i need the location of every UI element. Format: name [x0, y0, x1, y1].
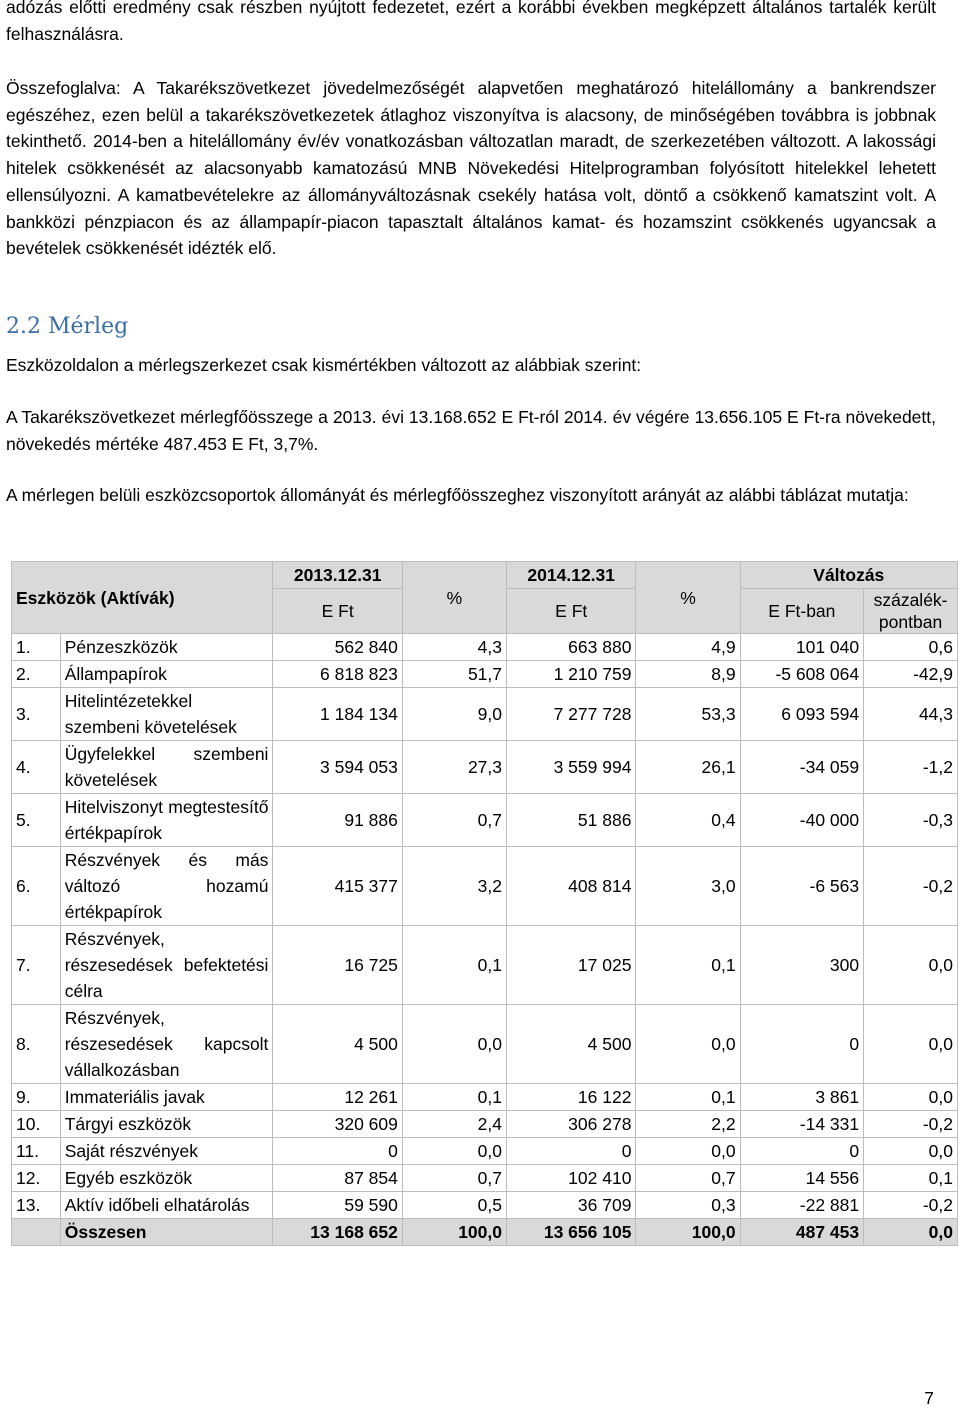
pct-2013: 4,3: [402, 634, 506, 661]
change-pp: -0,2: [864, 1111, 958, 1138]
total-change-pp: 0,0: [864, 1219, 958, 1246]
header-date-2013: 2013.12.31: [273, 562, 402, 589]
row-name: Egyéb eszközök: [60, 1165, 273, 1192]
value-2014: 4 500: [507, 1005, 636, 1084]
table-header-row: [12, 562, 958, 589]
pct-2013: 0,7: [402, 794, 506, 847]
row-name: Hitelintézetekkel szembeni követelések: [60, 688, 273, 741]
table-row: [12, 847, 958, 926]
row-index: 6.: [12, 847, 61, 926]
row-name: Részvények, részesedések befektetési célra: [60, 926, 273, 1005]
total-2013: 13 168 652: [273, 1219, 402, 1246]
value-2014: 663 880: [507, 634, 636, 661]
change-eft: -5 608 064: [740, 661, 864, 688]
pct-2014: 0,1: [636, 1084, 740, 1111]
header-eft-2014: E Ft: [507, 589, 636, 634]
change-eft: 0: [740, 1138, 864, 1165]
change-pp: -0,2: [864, 847, 958, 926]
row-name: Pénzeszközök: [60, 634, 273, 661]
value-2013: 16 725: [273, 926, 402, 1005]
row-index: 11.: [12, 1138, 61, 1165]
row-index: 12.: [12, 1165, 61, 1192]
table-row: [12, 794, 958, 847]
pct-2014: 0,4: [636, 794, 740, 847]
pct-2013: 0,5: [402, 1192, 506, 1219]
row-name: Állampapírok: [60, 661, 273, 688]
value-2014: 36 709: [507, 1192, 636, 1219]
pct-2014: 0,1: [636, 926, 740, 1005]
change-eft: 300: [740, 926, 864, 1005]
paragraph-table-intro: A mérlegen belüli eszközcsoportok állományát és mérlegfőösszeghez viszonyított arányát az alábbi táblázat mutatja:: [6, 485, 909, 505]
row-index: 9.: [12, 1084, 61, 1111]
total-row: [12, 1219, 958, 1246]
row-index: 10.: [12, 1111, 61, 1138]
change-pp: -0,2: [864, 1192, 958, 1219]
table-row: [12, 926, 958, 1005]
table-row: [12, 1192, 958, 1219]
pct-2014: 3,0: [636, 847, 740, 926]
paragraph-assets-intro: Eszközoldalon a mérlegszerkezet csak kismértékben változott az alábbiak szerint:: [6, 355, 642, 375]
pct-2013: 2,4: [402, 1111, 506, 1138]
value-2014: 102 410: [507, 1165, 636, 1192]
pct-2014: 0,0: [636, 1005, 740, 1084]
pct-2013: 51,7: [402, 661, 506, 688]
row-name: Ügyfelekkel szembeni követelések: [60, 741, 273, 794]
row-name: Részvények, részesedések kapcsolt vállalkozásban: [60, 1005, 273, 1084]
change-eft: -22 881: [740, 1192, 864, 1219]
change-eft: -34 059: [740, 741, 864, 794]
change-pp: -1,2: [864, 741, 958, 794]
header-eft-2013: E Ft: [273, 589, 402, 634]
value-2013: 1 184 134: [273, 688, 402, 741]
row-index: 13.: [12, 1192, 61, 1219]
change-eft: -40 000: [740, 794, 864, 847]
change-pp: 0,0: [864, 1138, 958, 1165]
pct-2014: 4,9: [636, 634, 740, 661]
value-2013: 87 854: [273, 1165, 402, 1192]
change-pp: 0,1: [864, 1165, 958, 1192]
total-pct-2014: 100,0: [636, 1219, 740, 1246]
value-2013: 59 590: [273, 1192, 402, 1219]
pct-2014: 0,0: [636, 1138, 740, 1165]
header-assets: Eszközök (Aktívák): [12, 562, 273, 634]
value-2013: 12 261: [273, 1084, 402, 1111]
value-2014: 3 559 994: [507, 741, 636, 794]
row-name: Aktív időbeli elhatárolás: [60, 1192, 273, 1219]
row-name: Részvények és más változó hozamú értékpapírok: [60, 847, 273, 926]
change-eft: -6 563: [740, 847, 864, 926]
row-index: 7.: [12, 926, 61, 1005]
pct-2013: 0,0: [402, 1005, 506, 1084]
header-percentage-points: százalék-pontban: [864, 589, 958, 634]
row-name: Immateriális javak: [60, 1084, 273, 1111]
value-2013: 562 840: [273, 634, 402, 661]
total-change: 487 453: [740, 1219, 864, 1246]
row-index: 2.: [12, 661, 61, 688]
value-2014: 306 278: [507, 1111, 636, 1138]
value-2014: 51 886: [507, 794, 636, 847]
table-row: [12, 634, 958, 661]
change-eft: -14 331: [740, 1111, 864, 1138]
value-2014: 7 277 728: [507, 688, 636, 741]
value-2014: 408 814: [507, 847, 636, 926]
change-eft: 0: [740, 1005, 864, 1084]
change-pp: 44,3: [864, 688, 958, 741]
pct-2013: 9,0: [402, 688, 506, 741]
pct-2014: 0,3: [636, 1192, 740, 1219]
header-change: Változás: [740, 562, 957, 589]
value-2014: 1 210 759: [507, 661, 636, 688]
change-pp: 0,0: [864, 1084, 958, 1111]
page-number: 7: [924, 1388, 934, 1408]
change-eft: 6 093 594: [740, 688, 864, 741]
value-2014: 17 025: [507, 926, 636, 1005]
pct-2014: 53,3: [636, 688, 740, 741]
value-2013: 415 377: [273, 847, 402, 926]
table-row: [12, 1005, 958, 1084]
value-2013: 0: [273, 1138, 402, 1165]
pct-2014: 8,9: [636, 661, 740, 688]
row-index: 5.: [12, 794, 61, 847]
pct-2013: 0,0: [402, 1138, 506, 1165]
table-row: [12, 741, 958, 794]
total-index: [12, 1219, 61, 1246]
balance-sheet-table: [11, 561, 958, 1246]
change-pp: -0,3: [864, 794, 958, 847]
header-pct-2013: %: [402, 562, 506, 634]
total-2014: 13 656 105: [507, 1219, 636, 1246]
change-pp: -42,9: [864, 661, 958, 688]
change-eft: 3 861: [740, 1084, 864, 1111]
change-pp: 0,6: [864, 634, 958, 661]
header-pct-2014: %: [636, 562, 740, 634]
total-label: Összesen: [60, 1219, 273, 1246]
table-row: [12, 1111, 958, 1138]
value-2013: 320 609: [273, 1111, 402, 1138]
pct-2013: 27,3: [402, 741, 506, 794]
section-heading: 2.2 Mérleg: [6, 314, 129, 339]
table-row: [12, 688, 958, 741]
table-row: [12, 1084, 958, 1111]
row-name: Tárgyi eszközök: [60, 1111, 273, 1138]
row-name: Saját részvények: [60, 1138, 273, 1165]
paragraph-reserve: adózás előtti eredmény csak részben nyújtott fedezetet, ezért a korábbi években megképzett általános tartalék került felhasználásra.: [6, 0, 936, 44]
row-name: Hitelviszonyt megtestesítő értékpapírok: [60, 794, 273, 847]
pct-2013: 0,1: [402, 1084, 506, 1111]
pct-2014: 2,2: [636, 1111, 740, 1138]
pct-2014: 0,7: [636, 1165, 740, 1192]
total-pct-2013: 100,0: [402, 1219, 506, 1246]
row-index: 3.: [12, 688, 61, 741]
value-2013: 6 818 823: [273, 661, 402, 688]
row-index: 8.: [12, 1005, 61, 1084]
change-pp: 0,0: [864, 1005, 958, 1084]
change-pp: 0,0: [864, 926, 958, 1005]
table-row: [12, 1138, 958, 1165]
row-index: 1.: [12, 634, 61, 661]
value-2013: 4 500: [273, 1005, 402, 1084]
change-eft: 14 556: [740, 1165, 864, 1192]
value-2013: 91 886: [273, 794, 402, 847]
value-2014: 16 122: [507, 1084, 636, 1111]
table-row: [12, 661, 958, 688]
header-eft-ban: E Ft-ban: [740, 589, 864, 634]
change-eft: 101 040: [740, 634, 864, 661]
pct-2013: 3,2: [402, 847, 506, 926]
paragraph-balance-total: A Takarékszövetkezet mérlegfőösszege a 2013. évi 13.168.652 E Ft-ról 2014. év végére 13.656.105 E Ft-ra növekedett, növekedés mértéke 487.453 E Ft, 3,7%.: [6, 407, 936, 454]
table-row: [12, 1165, 958, 1192]
pct-2013: 0,7: [402, 1165, 506, 1192]
pct-2014: 26,1: [636, 741, 740, 794]
header-date-2014: 2014.12.31: [507, 562, 636, 589]
pct-2013: 0,1: [402, 926, 506, 1005]
value-2014: 0: [507, 1138, 636, 1165]
row-index: 4.: [12, 741, 61, 794]
value-2013: 3 594 053: [273, 741, 402, 794]
paragraph-summary: Összefoglalva: A Takarékszövetkezet jövedelmezőségét alapvetően meghatározó hitelállomány a bankrendszer egészéhez, ezen belül a takarékszövetkezetek átlaghoz viszonyítva is alacsony, de minőségében továbbra is jobbnak tekinthető. 2014-ben a hitelállomány év/év vonatkozásban változatlan maradt, de szerkezetében változott. A lakossági hitelek csökkenését az alacsonyabb kamatozású MNB Növekedési Hitelprogramban folyósított hitelekkel lehetett ellensúlyozni. A kamatbevételekre az állományváltozásnak csekély hatása volt, döntő a csökkenő kamatszint volt. A bankközi pénzpiacon és az állampapír-piacon tapasztalt általános kamat- és hozamszint csökkenés ugyancsak a bevételek csökkenését idézték elő.: [6, 78, 936, 259]
